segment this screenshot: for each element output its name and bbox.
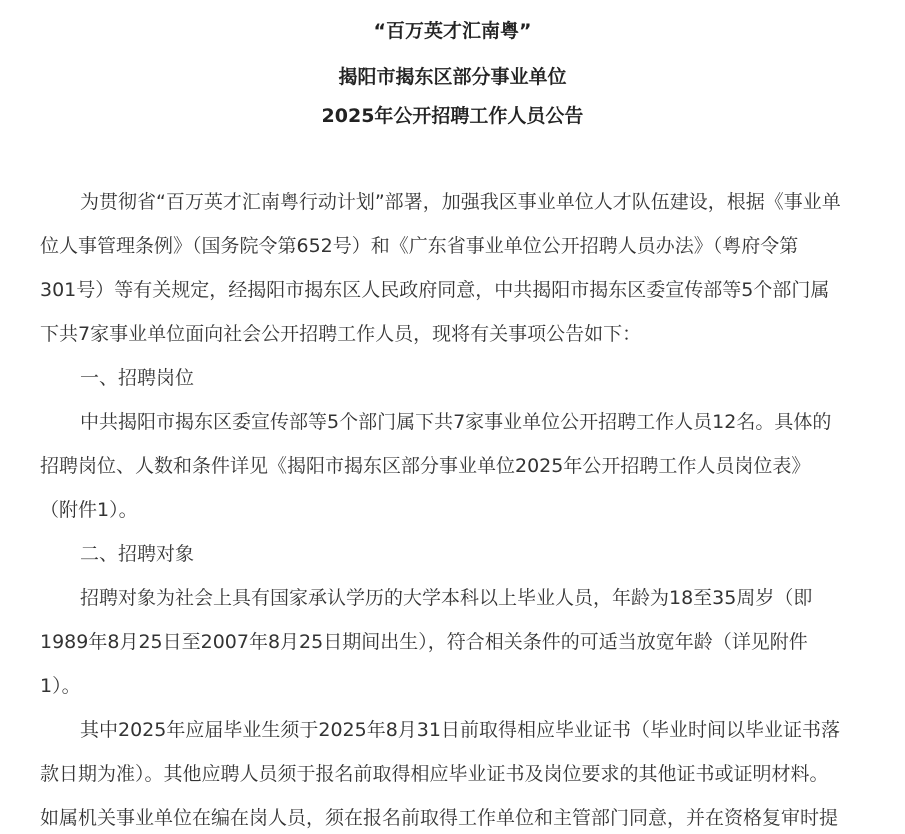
paragraph-line: 招聘岗位、人数和条件详见《揭阳市揭东区部分事业单位2025年公开招聘工作人员岗位表》 <box>40 455 811 477</box>
title-organization: 揭阳市揭东区部分事业单位 <box>338 66 567 88</box>
title-slogan: “百万英才汇南粤” <box>373 20 532 42</box>
paragraph-line: 下共7家事业单位面向社会公开招聘工作人员，现将有关事项公告如下： <box>40 323 642 345</box>
paragraph-line: （附件1）。 <box>40 499 138 521</box>
paragraph-line: 1989年8月25日至2007年8月25日期间出生），符合相关条件的可适当放宽年龄（详见附件 <box>40 631 808 653</box>
section-heading: 一、招聘岗位 <box>80 367 195 389</box>
paragraph-line: 其中2025年应届毕业生须于2025年8月31日前取得相应毕业证书（毕业时间以毕业证书落 <box>80 719 840 741</box>
paragraph-line: 如属机关事业单位在编在岗人员，须在报名前取得工作单位和主管部门同意，并在资格复审时提 <box>40 807 839 829</box>
paragraph-line: 为贯彻省“百万英才汇南粤行动计划”部署，加强我区事业单位人才队伍建设，根据《事业单 <box>80 191 841 213</box>
paragraph-line: 中共揭阳市揭东区委宣传部等5个部门属下共7家事业单位公开招聘工作人员12名。具体的 <box>80 411 832 433</box>
paragraph-line: 301号）等有关规定，经揭阳市揭东区人民政府同意，中共揭阳市揭东区委宣传部等5个部门属 <box>40 279 830 301</box>
paragraph-line: 款日期为准）。其他应聘人员须于报名前取得相应毕业证书及岗位要求的其他证书或证明材料。 <box>40 763 829 785</box>
title-announcement: 2025年公开招聘工作人员公告 <box>321 105 584 127</box>
section-heading: 二、招聘对象 <box>80 543 195 565</box>
paragraph-line: 招聘对象为社会上具有国家承认学历的大学本科以上毕业人员，年龄为18至35周岁（即 <box>80 587 813 609</box>
paragraph-line: 1）。 <box>40 675 81 697</box>
paragraph-line: 位人事管理条例》（国务院令第652号）和《广东省事业单位公开招聘人员办法》（粤府令第 <box>40 235 799 257</box>
